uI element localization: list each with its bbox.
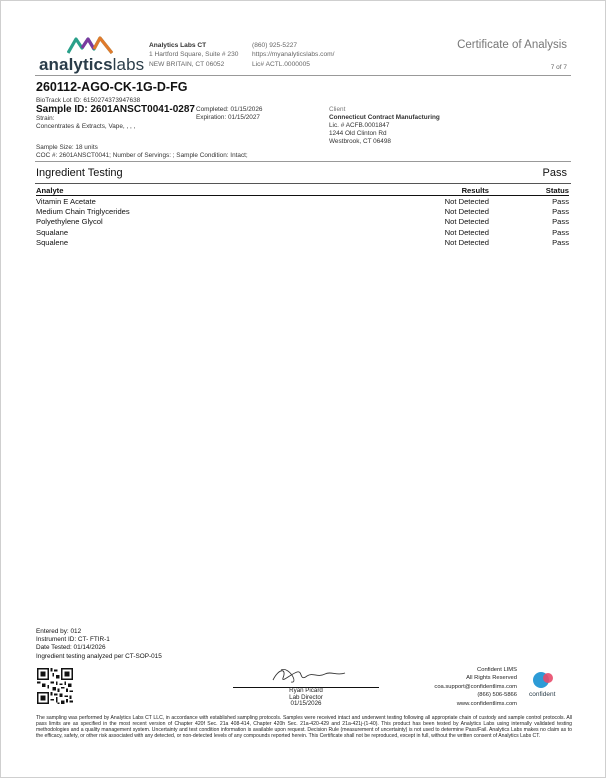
- mountains-icon: [67, 35, 113, 55]
- sample-details: [36, 144, 248, 160]
- lims-email: coa.support@confidentlims.com: [434, 683, 517, 690]
- document-title: Certificate of Analysis: [457, 39, 567, 51]
- lab-address-block: [149, 41, 238, 69]
- client-name: Connecticut Contract Manufacturing: [329, 114, 440, 122]
- analyte-cell: Squalene: [36, 237, 69, 247]
- expiration-date: Expiration: 01/15/2027: [196, 114, 260, 122]
- section-status: Pass: [542, 167, 567, 179]
- table-row: [36, 206, 569, 216]
- coc-line: COC #: 2601ANSCT0041; Number of Servings: ; Sample Condition: Intact;: [36, 152, 248, 160]
- client-label: Client: [329, 106, 346, 113]
- status-cell: Pass: [552, 227, 569, 237]
- instrument-id: Instrument ID: CT- FTIR-1: [36, 636, 110, 644]
- result-cell: Not Detected: [444, 196, 489, 206]
- signature-icon: [269, 664, 349, 688]
- result-cell: Not Detected: [444, 217, 489, 227]
- lims-rights: All Rights Reserved: [466, 675, 517, 682]
- logo-wordmark: analyticslabs: [39, 55, 145, 74]
- table-row: [36, 237, 569, 247]
- date-tested: Date Tested: 01/14/2026: [36, 644, 106, 652]
- lab-contact-block: [252, 41, 334, 69]
- entered-by: Entered by: 012: [36, 628, 82, 635]
- lims-info: [434, 666, 517, 708]
- client-block: [329, 106, 440, 146]
- analyte-cell: Vitamin E Acetate: [36, 196, 96, 206]
- status-cell: Pass: [552, 206, 569, 216]
- result-cell: Not Detected: [444, 206, 489, 216]
- signer-block: [233, 687, 379, 708]
- signer-title: Lab Director: [289, 693, 323, 701]
- strain-label: Strain:: [36, 115, 55, 122]
- lims-phone: (866) 506-5866: [477, 692, 517, 699]
- lab-name: Analytics Labs CT: [149, 42, 207, 49]
- results-table: [36, 186, 569, 247]
- lims-site: www.confidentlims.com: [456, 700, 517, 707]
- analytics-labs-logo: [39, 35, 145, 75]
- section-title: Ingredient Testing: [36, 167, 123, 179]
- lab-license: Lic# ACTL.0000005: [252, 60, 310, 68]
- analyte-cell: Polyethylene Glycol: [36, 217, 103, 227]
- result-cell: Not Detected: [444, 237, 489, 247]
- table-row: [36, 227, 569, 237]
- header-divider: [35, 75, 571, 76]
- strain-block: [36, 115, 135, 131]
- signer-name: Ryan Picard: [289, 687, 323, 694]
- lab-phone: (860) 925-5227: [252, 42, 298, 49]
- table-row: [36, 196, 569, 207]
- biotrack-lot: BioTrack Lot ID: 6150274373947638: [36, 97, 141, 104]
- column-header-results: Results: [349, 186, 489, 196]
- column-header-analyte: Analyte: [36, 186, 349, 196]
- confident-wordmark: confident: [529, 691, 556, 698]
- method-note: Ingredient testing analyzed per CT-SOP-015: [36, 652, 162, 660]
- result-cell: Not Detected: [444, 227, 489, 237]
- section-underline: [35, 183, 571, 184]
- status-cell: Pass: [552, 196, 569, 206]
- test-info-block: [36, 628, 162, 661]
- lims-name: Confident LIMS: [477, 667, 517, 673]
- analyte-cell: Medium Chain Triglycerides: [36, 206, 130, 216]
- lab-address-line1: 1 Hartford Square, Suite # 230: [149, 51, 239, 59]
- disclaimer-text: The sampling was performed by Analytics Labs CT LLC, in accordance with established sampling protocols. Samples were received intact and underwent testing following all appropriate chain of custody and sample control protocols. All pass limits are as specified in the most recent version of Chapter 420f Sec. 21a 408-414, Chapter 420h Sec. 21a-420-429 and 21a-421j-(1-40). This product has been tested by Analytics Labs using internally validated testing methodologies and a quality management system. Uncertainty and test condition information is available upon request. Decision Rule (measurement of uncertainty) is not used to determine Pass/Fail. Analytics Labs makes no claim as to the efficacy, safety, or other risk associated with any detected, or non-detected levels of any compounds reported herein. This Certificate shall not be reproduced, except in full, without the written consent of Analytics Labs CT.: [36, 715, 572, 739]
- analyte-cell: Squalane: [36, 227, 69, 237]
- sign-date: 01/15/2026: [290, 700, 322, 708]
- qr-code-icon: [37, 668, 73, 704]
- client-address2: Westbrook, CT 06498: [329, 138, 391, 146]
- section-divider: [35, 161, 571, 162]
- table-row: [36, 217, 569, 227]
- page-indicator: 7 of 7: [550, 64, 567, 71]
- sample-size: Sample Size: 18 units: [36, 144, 98, 151]
- client-address1: 1244 Old Clinton Rd: [329, 130, 387, 138]
- sample-category: Concentrates & Extracts, Vape, , , ,: [36, 123, 136, 131]
- dates-block: [196, 106, 262, 122]
- lab-website: https://myanalyticslabs.com/: [252, 51, 335, 59]
- sample-id: Sample ID: 2601ANSCT0041-0287: [36, 104, 195, 115]
- status-cell: Pass: [552, 237, 569, 247]
- column-header-status: Status: [489, 186, 569, 196]
- lab-address-line2: NEW BRITAIN, CT 06052: [149, 60, 225, 68]
- status-cell: Pass: [552, 217, 569, 227]
- client-license: Lic. # ACFB.0001847: [329, 122, 390, 130]
- completed-date: Completed: 01/15/2026: [196, 106, 263, 113]
- table-header-row: [36, 186, 569, 196]
- sample-title: 260112-AGO-CK-1G-D-FG: [36, 80, 188, 94]
